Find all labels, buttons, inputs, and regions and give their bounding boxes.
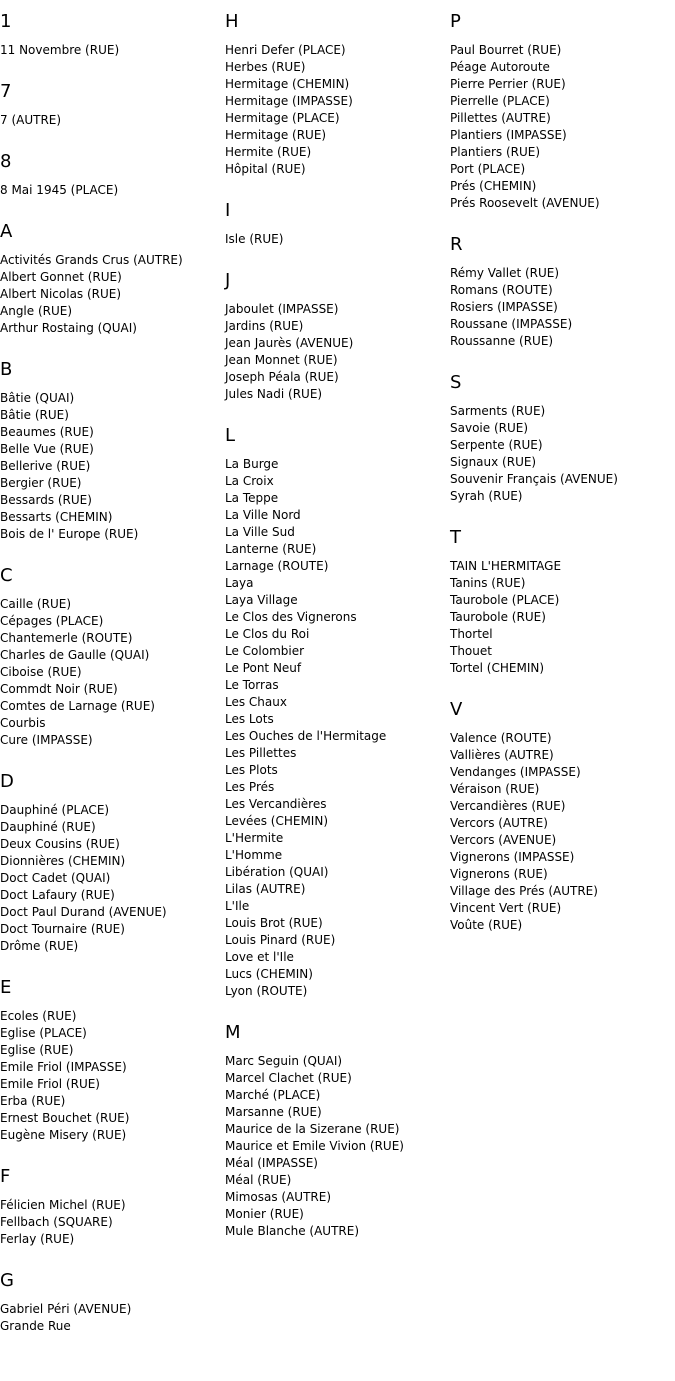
street-link[interactable]: Bâtie (QUAI): [0, 391, 75, 405]
street-link[interactable]: Jean Jaurès (AVENUE): [225, 336, 354, 350]
street-link[interactable]: Hermitage (IMPASSE): [225, 94, 353, 108]
group-letter-heading: C: [0, 565, 13, 586]
letter-group: [450, 526, 675, 677]
letter-group: [450, 10, 675, 212]
street-link[interactable]: Courbis: [0, 716, 46, 730]
street-link[interactable]: La Teppe: [225, 491, 279, 505]
letter-group: [0, 770, 225, 955]
letter-group: [225, 1021, 450, 1240]
street-link[interactable]: Félicien Michel (RUE): [0, 1198, 126, 1212]
group-letter-heading: R: [450, 234, 463, 255]
street-link[interactable]: Chantemerle (ROUTE): [0, 631, 133, 645]
street-link[interactable]: Henri Defer (PLACE): [225, 43, 346, 57]
street-link[interactable]: Rosiers (IMPASSE): [450, 300, 558, 314]
street-link[interactable]: Dauphiné (RUE): [0, 820, 96, 834]
street-link[interactable]: Hermitage (CHEMIN): [225, 77, 350, 91]
street-link[interactable]: Le Clos du Roi: [225, 627, 310, 641]
street-link[interactable]: Albert Gonnet (RUE): [0, 270, 122, 284]
street-link[interactable]: Taurobole (RUE): [450, 610, 546, 624]
letter-group: [0, 976, 225, 1144]
street-list: [0, 112, 225, 129]
street-link[interactable]: Bessards (RUE): [0, 493, 92, 507]
street-link[interactable]: Joseph Péala (RUE): [225, 370, 339, 384]
street-link[interactable]: Méal (RUE): [225, 1173, 292, 1187]
street-link[interactable]: Marsanne (RUE): [225, 1105, 322, 1119]
street-link[interactable]: Emile Friol (RUE): [0, 1077, 100, 1091]
street-list: [0, 1197, 225, 1248]
letter-group: [225, 199, 450, 248]
street-list: [225, 42, 450, 178]
street-list: [450, 730, 675, 934]
street-link[interactable]: Love et l'Ile: [225, 950, 294, 964]
street-list: [0, 1301, 225, 1335]
letter-group: [0, 80, 225, 129]
letter-group: [0, 564, 225, 749]
group-letter-heading: 7: [0, 81, 12, 102]
street-link[interactable]: Vercandières (RUE): [450, 799, 566, 813]
street-link[interactable]: Cépages (PLACE): [0, 614, 104, 628]
street-link[interactable]: Eglise (PLACE): [0, 1026, 87, 1040]
street-link[interactable]: 8 Mai 1945 (PLACE): [0, 183, 119, 197]
street-link[interactable]: Bessarts (CHEMIN): [0, 510, 113, 524]
street-link[interactable]: Les Prés: [225, 780, 275, 794]
street-link[interactable]: 7 (AUTRE): [0, 113, 62, 127]
street-link[interactable]: Les Lots: [225, 712, 274, 726]
street-link[interactable]: Romans (ROUTE): [450, 283, 553, 297]
street-link[interactable]: Les Plots: [225, 763, 278, 777]
street-link[interactable]: Drôme (RUE): [0, 939, 79, 953]
street-link[interactable]: Lilas (AUTRE): [225, 882, 306, 896]
group-letter-heading: G: [0, 1270, 14, 1291]
street-link[interactable]: Jean Monnet (RUE): [225, 353, 338, 367]
street-link[interactable]: Isle (RUE): [225, 232, 284, 246]
street-link[interactable]: Ernest Bouchet (RUE): [0, 1111, 130, 1125]
street-link[interactable]: Cure (IMPASSE): [0, 733, 93, 747]
street-link[interactable]: Port (PLACE): [450, 162, 526, 176]
street-link[interactable]: Plantiers (RUE): [450, 145, 541, 159]
street-link[interactable]: Ciboise (RUE): [0, 665, 82, 679]
street-link[interactable]: Serpente (RUE): [450, 438, 543, 452]
street-link[interactable]: L'Hermite: [225, 831, 284, 845]
street-link[interactable]: Deux Cousins (RUE): [0, 837, 120, 851]
street-link[interactable]: Eugène Misery (RUE): [0, 1128, 127, 1142]
street-link[interactable]: Hermite (RUE): [225, 145, 312, 159]
street-link[interactable]: La Burge: [225, 457, 279, 471]
street-link[interactable]: Hermitage (PLACE): [225, 111, 340, 125]
street-link[interactable]: Doct Paul Durand (AVENUE): [0, 905, 167, 919]
street-link[interactable]: Angle (RUE): [0, 304, 73, 318]
street-link[interactable]: Eglise (RUE): [0, 1043, 74, 1057]
street-link[interactable]: Jaboulet (IMPASSE): [225, 302, 339, 316]
group-letter-heading: B: [0, 359, 13, 380]
street-link[interactable]: Levées (CHEMIN): [225, 814, 329, 828]
group-letter-heading: T: [450, 527, 461, 548]
street-link[interactable]: Paul Bourret (RUE): [450, 43, 562, 57]
group-letter-heading: V: [450, 699, 463, 720]
letter-group: [0, 1269, 225, 1335]
street-link[interactable]: Hôpital (RUE): [225, 162, 306, 176]
group-letter-heading: J: [225, 270, 231, 291]
street-link[interactable]: Laya: [225, 576, 254, 590]
street-link[interactable]: Vallières (AUTRE): [450, 748, 554, 762]
street-link[interactable]: Fellbach (SQUARE): [0, 1215, 113, 1229]
street-link[interactable]: Arthur Rostaing (QUAI): [0, 321, 137, 335]
street-link[interactable]: Les Vercandières: [225, 797, 327, 811]
street-link[interactable]: Les Chaux: [225, 695, 287, 709]
street-link[interactable]: Libération (QUAI): [225, 865, 329, 879]
street-link[interactable]: Vendanges (IMPASSE): [450, 765, 581, 779]
street-link[interactable]: Le Torras: [225, 678, 279, 692]
street-list: [0, 390, 225, 543]
street-link[interactable]: Belle Vue (RUE): [0, 442, 94, 456]
street-link[interactable]: Le Colombier: [225, 644, 305, 658]
street-list: [225, 231, 450, 248]
letter-group: [0, 150, 225, 199]
letter-group: [0, 220, 225, 337]
street-link[interactable]: Bois de l' Europe (RUE): [0, 527, 139, 541]
street-link[interactable]: Village des Prés (AUTRE): [450, 884, 598, 898]
street-list: [0, 1008, 225, 1144]
street-link[interactable]: Mimosas (AUTRE): [225, 1190, 331, 1204]
street-link[interactable]: Marché (PLACE): [225, 1088, 321, 1102]
street-list: [0, 182, 225, 199]
column-3: [450, 0, 675, 955]
street-link[interactable]: Maurice et Emile Vivion (RUE): [225, 1139, 404, 1153]
street-link[interactable]: Erba (RUE): [0, 1094, 66, 1108]
street-link[interactable]: Signaux (RUE): [450, 455, 537, 469]
street-link[interactable]: Vignerons (IMPASSE): [450, 850, 575, 864]
column-2: [225, 0, 450, 1261]
street-link[interactable]: Mule Blanche (AUTRE): [225, 1224, 360, 1238]
street-link[interactable]: Dionnières (CHEMIN): [0, 854, 126, 868]
letter-group: [450, 698, 675, 934]
street-link[interactable]: Beaumes (RUE): [0, 425, 94, 439]
street-list: [450, 558, 675, 677]
group-letter-heading: 1: [0, 11, 12, 32]
group-letter-heading: 8: [0, 151, 12, 172]
street-list: [0, 252, 225, 337]
street-link[interactable]: La Ville Sud: [225, 525, 295, 539]
street-link[interactable]: Laya Village: [225, 593, 298, 607]
street-link[interactable]: TAIN L'HERMITAGE: [450, 559, 562, 573]
street-list: [0, 596, 225, 749]
street-list: [225, 301, 450, 403]
group-letter-heading: H: [225, 11, 239, 32]
street-list: [225, 456, 450, 1000]
street-link[interactable]: Plantiers (IMPASSE): [450, 128, 567, 142]
letter-group: [225, 424, 450, 1000]
street-list: [450, 42, 675, 212]
letter-group: [225, 269, 450, 403]
street-link[interactable]: Prés Roosevelt (AVENUE): [450, 196, 600, 210]
street-link[interactable]: Rémy Vallet (RUE): [450, 266, 560, 280]
street-link[interactable]: L'Homme: [225, 848, 283, 862]
street-link[interactable]: Ecoles (RUE): [0, 1009, 77, 1023]
street-link[interactable]: Valence (ROUTE): [450, 731, 552, 745]
street-link[interactable]: Jardins (RUE): [225, 319, 304, 333]
street-link[interactable]: Emile Friol (IMPASSE): [0, 1060, 127, 1074]
street-link[interactable]: Vignerons (RUE): [450, 867, 548, 881]
street-link[interactable]: Vincent Vert (RUE): [450, 901, 562, 915]
street-link[interactable]: Roussanne (RUE): [450, 334, 554, 348]
street-link[interactable]: Grande Rue: [0, 1319, 71, 1333]
street-link[interactable]: Marc Seguin (QUAI): [225, 1054, 343, 1068]
letter-group: [0, 10, 225, 59]
column-1: [0, 0, 225, 1356]
street-link[interactable]: Activités Grands Crus (AUTRE): [0, 253, 183, 267]
street-link[interactable]: Maurice de la Sizerane (RUE): [225, 1122, 400, 1136]
street-link[interactable]: Les Ouches de l'Hermitage: [225, 729, 387, 743]
street-link[interactable]: Doct Cadet (QUAI): [0, 871, 111, 885]
street-link[interactable]: Ferlay (RUE): [0, 1232, 75, 1246]
street-list: [225, 1053, 450, 1240]
street-link[interactable]: Jules Nadi (RUE): [225, 387, 323, 401]
street-link[interactable]: Sarments (RUE): [450, 404, 546, 418]
street-link[interactable]: Comtes de Larnage (RUE): [0, 699, 155, 713]
group-letter-heading: E: [0, 977, 12, 998]
group-letter-heading: P: [450, 11, 461, 32]
street-link[interactable]: Prés (CHEMIN): [450, 179, 537, 193]
street-link[interactable]: Bellerive (RUE): [0, 459, 91, 473]
street-link[interactable]: Lucs (CHEMIN): [225, 967, 313, 981]
street-link[interactable]: La Ville Nord: [225, 508, 301, 522]
letter-group: [450, 371, 675, 505]
street-link[interactable]: Le Pont Neuf: [225, 661, 302, 675]
street-link[interactable]: Albert Nicolas (RUE): [0, 287, 122, 301]
letter-group: [225, 10, 450, 178]
street-link[interactable]: Souvenir Français (AVENUE): [450, 472, 618, 486]
street-link[interactable]: La Croix: [225, 474, 274, 488]
street-link[interactable]: Voûte (RUE): [450, 918, 523, 932]
street-link[interactable]: Les Pillettes: [225, 746, 297, 760]
letter-group: [0, 1165, 225, 1248]
street-link[interactable]: Commdt Noir (RUE): [0, 682, 118, 696]
street-link[interactable]: Gabriel Péri (AVENUE): [0, 1302, 132, 1316]
group-letter-heading: M: [225, 1022, 241, 1043]
street-link[interactable]: Dauphiné (PLACE): [0, 803, 110, 817]
street-link[interactable]: Syrah (RUE): [450, 489, 523, 503]
street-link[interactable]: Vercors (AVENUE): [450, 833, 557, 847]
street-link[interactable]: Véraison (RUE): [450, 782, 540, 796]
street-link[interactable]: Monier (RUE): [225, 1207, 304, 1221]
street-link[interactable]: Péage Autoroute: [450, 60, 550, 74]
street-link[interactable]: Taurobole (PLACE): [450, 593, 560, 607]
street-list: [450, 403, 675, 505]
street-link[interactable]: Pierrelle (PLACE): [450, 94, 550, 108]
street-link[interactable]: Caille (RUE): [0, 597, 71, 611]
street-link[interactable]: Tortel (CHEMIN): [450, 661, 545, 675]
street-list: [0, 42, 225, 59]
street-link[interactable]: Doct Lafaury (RUE): [0, 888, 115, 902]
street-link[interactable]: L'Ile: [225, 899, 250, 913]
group-letter-heading: A: [0, 221, 13, 242]
street-link[interactable]: Marcel Clachet (RUE): [225, 1071, 352, 1085]
street-link[interactable]: Louis Pinard (RUE): [225, 933, 336, 947]
street-link[interactable]: Roussane (IMPASSE): [450, 317, 573, 331]
group-letter-heading: L: [225, 425, 236, 446]
street-link[interactable]: Thouet: [450, 644, 492, 658]
street-link[interactable]: Herbes (RUE): [225, 60, 306, 74]
group-letter-heading: F: [0, 1166, 11, 1187]
street-link[interactable]: Le Clos des Vignerons: [225, 610, 357, 624]
street-link[interactable]: Larnage (ROUTE): [225, 559, 329, 573]
street-link[interactable]: Hermitage (RUE): [225, 128, 327, 142]
street-list: [450, 265, 675, 350]
street-link[interactable]: Charles de Gaulle (QUAI): [0, 648, 150, 662]
group-letter-heading: I: [225, 200, 231, 221]
street-link[interactable]: Vercors (AUTRE): [450, 816, 548, 830]
letter-group: [0, 358, 225, 543]
street-link[interactable]: Doct Tournaire (RUE): [0, 922, 125, 936]
street-link[interactable]: Tanins (RUE): [450, 576, 526, 590]
street-link[interactable]: Lyon (ROUTE): [225, 984, 308, 998]
letter-group: [450, 233, 675, 350]
street-link[interactable]: Lanterne (RUE): [225, 542, 317, 556]
street-link[interactable]: Pillettes (AUTRE): [450, 111, 551, 125]
street-link[interactable]: Louis Brot (RUE): [225, 916, 323, 930]
street-link[interactable]: Thortel: [450, 627, 493, 641]
street-link[interactable]: 11 Novembre (RUE): [0, 43, 120, 57]
group-letter-heading: D: [0, 771, 14, 792]
street-link[interactable]: Méal (IMPASSE): [225, 1156, 318, 1170]
group-letter-heading: S: [450, 372, 462, 393]
street-link[interactable]: Bergier (RUE): [0, 476, 82, 490]
street-link[interactable]: Savoie (RUE): [450, 421, 529, 435]
street-list: [0, 802, 225, 955]
street-link[interactable]: Bâtie (RUE): [0, 408, 69, 422]
street-link[interactable]: Pierre Perrier (RUE): [450, 77, 566, 91]
